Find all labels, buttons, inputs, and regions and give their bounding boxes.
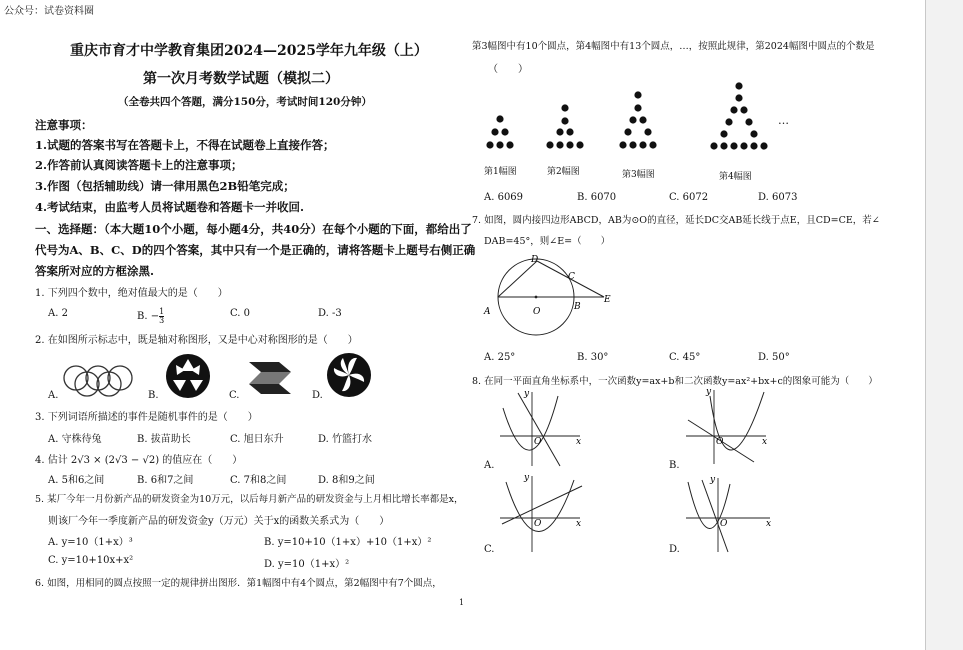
note-item: 4.考试结束，由监考人员将试题卷和答题卡一并收回. [35, 200, 305, 214]
q3-option-a: A. 守株待兔 [48, 434, 102, 445]
q3-option-d: D. 竹篮打水 [318, 434, 373, 445]
point-label-d: D [531, 255, 539, 265]
fraction [159, 308, 164, 325]
q7-option-a: A. 25° [484, 352, 516, 363]
q8-option-b: B. [669, 460, 680, 471]
axis-y-label: y [710, 475, 716, 485]
q8-option-c: C. [484, 544, 495, 555]
q8-graph-b [684, 386, 774, 466]
point-label-b: B [574, 302, 581, 312]
q1-option-a: A. 2 [48, 308, 68, 319]
q1-stem: 1. 下列四个数中，绝对值最大的是（ ） [35, 288, 228, 299]
q6-option-b: B. 6070 [577, 192, 617, 203]
q2-option-d: D. [312, 390, 323, 401]
axis-y-label: y [524, 473, 530, 483]
q5-stem-line1: 5. 某厂今年一月份新产品的研发资金为10万元，以后每月新产品的研发资金与上月相比增长率都是x， [35, 494, 464, 505]
q4-option-c: C. 7和8之间 [230, 475, 287, 486]
q4-option-b: B. 6和7之间 [137, 475, 194, 486]
q6-fig-label: 第2幅图 [547, 167, 580, 177]
axis-x-label: x [576, 437, 582, 447]
section1-line1: 一、选择题：（本大题10个小题，每小题4分，共40分）在每个小题的下面，都给出了 [35, 222, 472, 236]
q1-option-c: C. 0 [230, 308, 251, 319]
q3-stem: 3. 下列词语所描述的事件是随机事件的是（ ） [35, 412, 258, 423]
q1-option-b [137, 308, 164, 325]
suzuki-style-logo [245, 358, 293, 398]
q6-option-a: A. 6069 [484, 192, 524, 203]
q2-stem: 2. 在如图所示标志中，既是轴对称图形，又是中心对称图形的是（ ） [35, 335, 358, 346]
q5-option-a: A. y=10（1+x）³ [48, 537, 133, 548]
olympic-rings-logo [62, 362, 134, 396]
q8-option-d: D. [669, 544, 680, 555]
axis-x-label: x [576, 519, 582, 529]
point-label-o: O [533, 307, 541, 317]
note-item: 2.作答前认真阅读答题卡上的注意事项； [35, 158, 243, 172]
q2-option-a: A. [48, 390, 59, 401]
q4-option-a: A. 5和6之间 [48, 475, 105, 486]
q6-fig-label: 第4幅图 [719, 172, 752, 182]
origin-label: O [720, 519, 728, 529]
point-label-c: C [568, 272, 575, 282]
note-item: 1.试题的答案书写在答题卡上，不得在试题卷上直接作答； [35, 138, 335, 152]
q5-option-d: D. y=10（1+x）² [264, 559, 350, 570]
notes-heading: 注意事项： [35, 118, 93, 132]
q5-stem-line2: 则该厂今年一季度新产品的研发资金y（万元）关于x的函数关系式为（ ） [48, 516, 390, 527]
axis-x-label: x [766, 519, 772, 529]
q1-option-d: D. -3 [318, 308, 342, 319]
fraction-denominator: 3 [159, 316, 165, 325]
q6-stem-line1: 6. 如图，用相同的圆点按照一定的规律拼出图形．第1幅图中有4个圆点，第2幅图中有7个圆点， [35, 578, 442, 589]
q6-fig-label: 第3幅图 [622, 170, 655, 180]
q3-option-c: C. 旭日东升 [230, 434, 284, 445]
hexagon-pinwheel-logo [165, 353, 211, 399]
q8-graph-d [684, 474, 774, 554]
q5-option-b: B. y=10+10（1+x）+10（1+x）² [264, 537, 432, 548]
exam-title-line1: 重庆市育才中学教育集团2024—2025学年九年级（上） [70, 43, 428, 59]
axis-y-label: y [524, 389, 530, 399]
q6-stem-line3: （ ） [488, 64, 528, 75]
figure-2-dots [546, 104, 583, 148]
origin-label: O [534, 519, 542, 529]
viewer-scroll-area[interactable] [926, 0, 963, 650]
q8-graph-c [498, 472, 588, 554]
q6-option-c: C. 6072 [669, 192, 709, 203]
q2-option-c: C. [229, 390, 240, 401]
q8-graph-a [498, 388, 588, 468]
q5-option-c: C. y=10+10x+x² [48, 555, 134, 566]
section1-line3: 答案所对应的方框涂黑. [35, 264, 155, 278]
exam-info: （全卷共四个答题，满分150分，考试时间120分钟） [118, 96, 372, 108]
note-item: 3.作图（包括辅助线）请一律用黑色2B铅笔完成； [35, 179, 295, 193]
origin-label: O [716, 437, 724, 447]
q4-option-d: D. 8和9之间 [318, 475, 375, 486]
watermark: 公众号：试卷资料圈 [4, 6, 94, 17]
q6-stem-line2: 第3幅图中有10个圆点，第4幅图中有13个圆点，…，按照此规律，第2024幅图中圆点的个数是 [472, 41, 875, 52]
q3-option-b: B. 拔苗助长 [137, 434, 191, 445]
figure-1-dots [486, 115, 513, 148]
point-label-a: A [484, 307, 491, 317]
q4-stem: 4. 估计 2√3 × (2√3 − √2) 的值应在（ ） [35, 455, 243, 466]
q7-option-b: B. 30° [577, 352, 609, 363]
fraction-numerator: 1 [159, 307, 165, 316]
origin-label: O [534, 437, 542, 447]
q7-stem-line2: DAB=45°，则∠E=（ ） [484, 236, 611, 247]
axis-x-label: x [762, 437, 768, 447]
page-number: 1 [459, 598, 465, 607]
q7-option-c: C. 45° [669, 352, 701, 363]
q2-option-b: B. [148, 390, 159, 401]
q1-option-b-prefix: B. − [137, 311, 160, 322]
q8-option-a: A. [484, 460, 495, 471]
figure-4-dots [710, 82, 767, 149]
figure-3-dots [619, 91, 656, 148]
point-label-e: E [604, 295, 611, 305]
q6-ellipsis: … [778, 114, 789, 127]
axis-y-label: y [706, 387, 712, 397]
q7-option-d: D. 50° [758, 352, 790, 363]
exam-title-line2: 第一次月考数学试题（模拟二） [143, 71, 339, 87]
q7-stem-line1: 7. 如图，圆内接四边形ABCD，AB为⊙O的直径，延长DC交AB延长线于点E，且CD=CE，若∠ [472, 215, 880, 226]
bauhinia-flower-logo [326, 352, 372, 398]
q7-circle-diagram [480, 252, 620, 342]
section1-line2: 代号为A、B、C、D的四个答案，其中只有一个是正确的，请将答题卡上题号右侧正确 [35, 243, 476, 257]
q6-fig-label: 第1幅图 [484, 167, 517, 177]
q6-option-d: D. 6073 [758, 192, 798, 203]
q8-stem: 8. 在同一平面直角坐标系中，一次函数y=ax+b和二次函数y=ax²+bx+c的图象可能为（ ） [472, 376, 878, 387]
